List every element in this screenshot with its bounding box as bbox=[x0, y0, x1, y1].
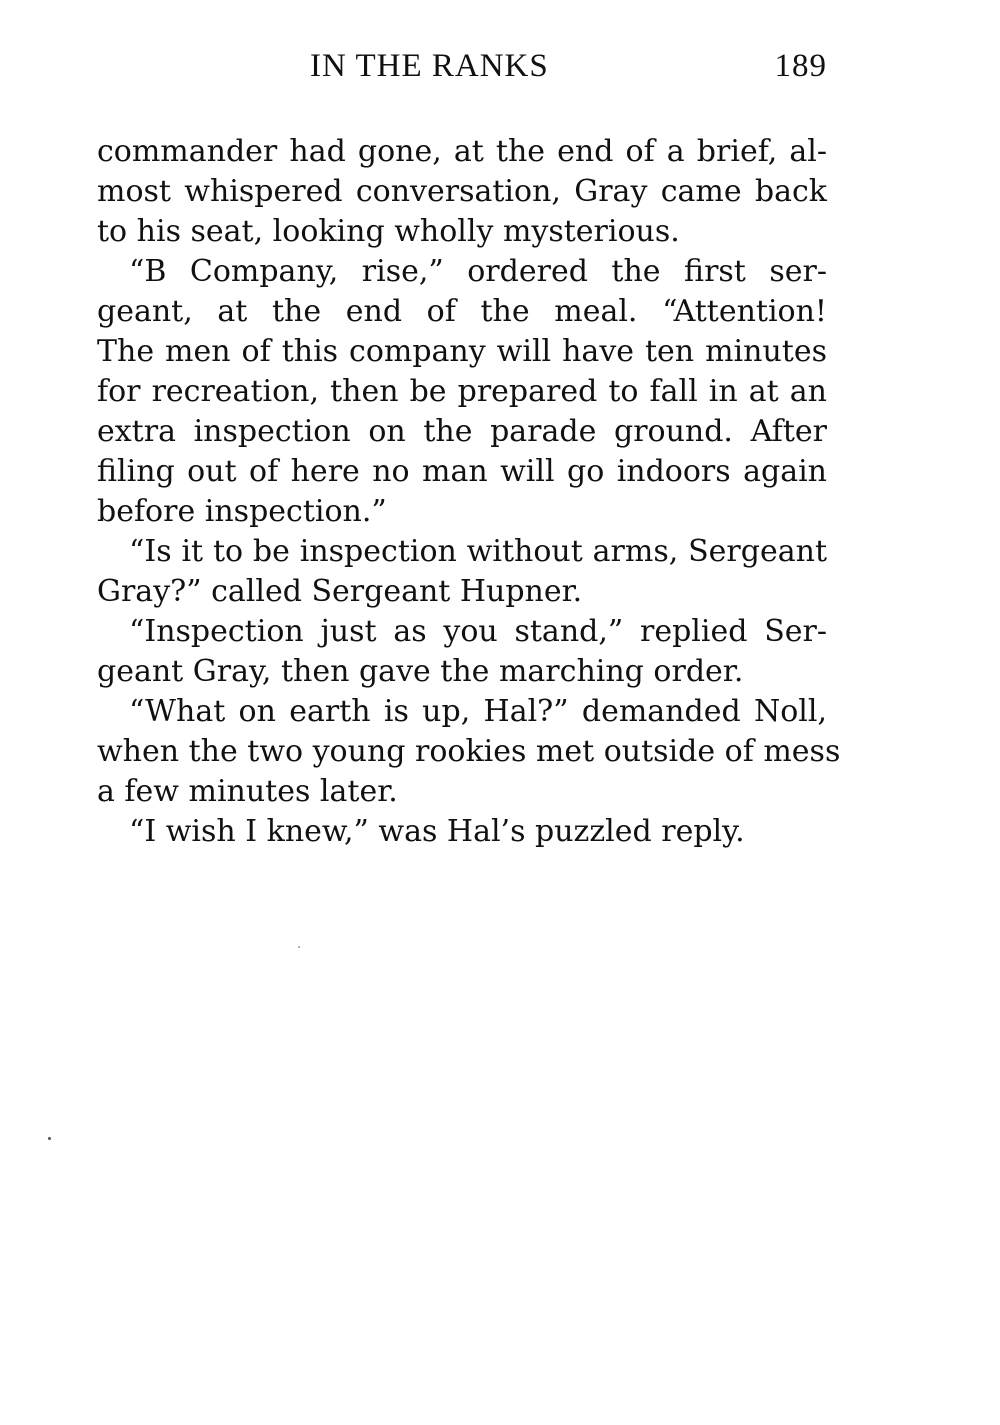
page-number: 189 bbox=[774, 48, 827, 84]
text-line: commander had gone, at the end of a brief, al- bbox=[97, 134, 827, 169]
text-line: before inspection.” bbox=[97, 494, 387, 529]
text-line: geant Gray, then gave the marching order. bbox=[97, 654, 744, 689]
text-line: “B Company, rise,” ordered the first ser- bbox=[129, 254, 827, 289]
text-line: “What on earth is up, Hal?” demanded Noll, bbox=[129, 694, 827, 729]
text-line: “Inspection just as you stand,” replied Ser- bbox=[129, 614, 827, 649]
text-line: geant, at the end of the meal. “Attention! bbox=[97, 294, 827, 329]
scan-speck bbox=[48, 1137, 51, 1140]
text-line: to his seat, looking wholly mysterious. bbox=[97, 214, 680, 249]
text-line: extra inspection on the parade ground. After bbox=[97, 414, 827, 449]
text-line: “I wish I knew,” was Hal’s puzzled reply. bbox=[129, 814, 745, 849]
text-line: when the two young rookies met outside of mess bbox=[97, 734, 841, 769]
scan-speck bbox=[298, 946, 300, 948]
body-text bbox=[97, 132, 841, 852]
text-line: “Is it to be inspection without arms, Sergeant bbox=[129, 534, 827, 569]
text-line: for recreation, then be prepared to fall in at an bbox=[97, 374, 827, 409]
text-line: filing out of here no man will go indoors again bbox=[97, 454, 827, 489]
page-header bbox=[97, 48, 827, 88]
text-line: most whispered conversation, Gray came back bbox=[97, 174, 827, 209]
text-line: The men of this company will have ten minutes bbox=[97, 334, 827, 369]
text-line: a few minutes later. bbox=[97, 774, 398, 809]
running-title: IN THE RANKS bbox=[310, 48, 549, 84]
text-line: Gray?” called Sergeant Hupner. bbox=[97, 574, 583, 609]
